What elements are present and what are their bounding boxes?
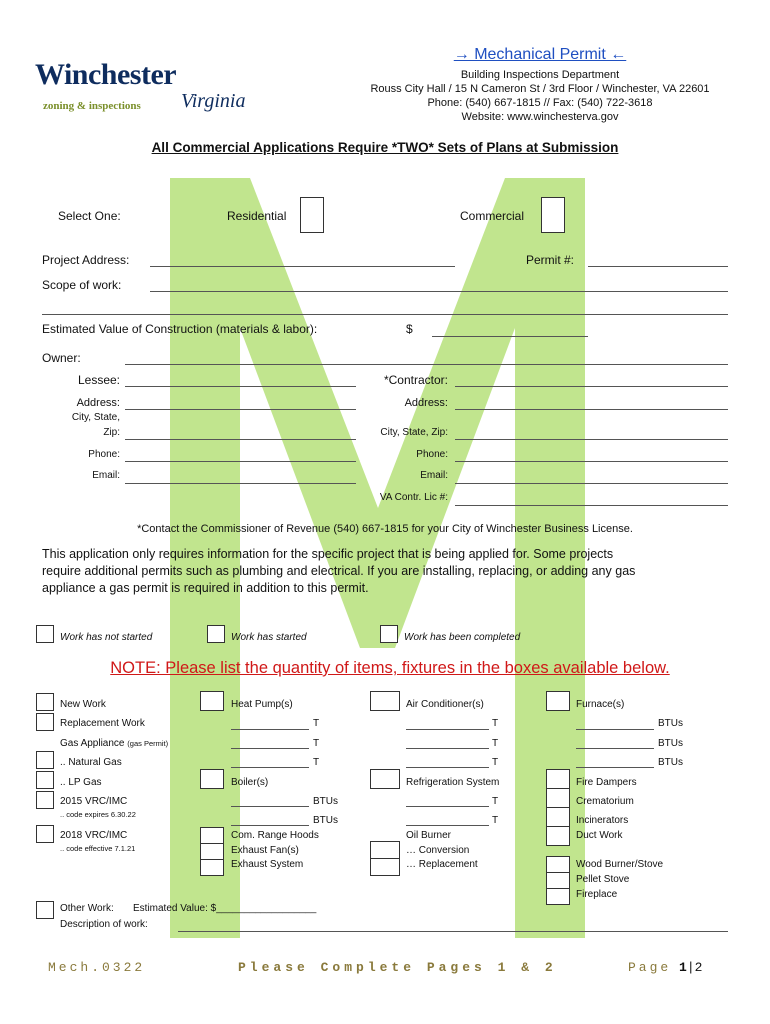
logo [35,58,250,120]
conversion-label: … Conversion [406,845,470,856]
city-left-label-2: Zip: [103,427,120,438]
refrigeration-t-1: T [492,796,499,807]
furnace-btus-1: BTUs [658,718,683,729]
page-prefix: Page [628,960,672,975]
exhaust-fans-box[interactable] [200,843,224,860]
refrigeration-t-field-1[interactable] [406,806,489,807]
wood-burner-box[interactable] [546,856,570,873]
fire-dampers-label: Fire Dampers [576,777,637,788]
gas-permit-text: (gas Permit) [127,739,169,748]
permit-no-field[interactable] [588,266,728,267]
paragraph-line-3: appliance a gas permit is required in addition to this permit. [42,581,369,595]
project-address-label: Project Address: [42,253,130,267]
logo-state-text: Virginia [181,90,246,112]
scope-field-line-2[interactable] [42,314,728,315]
note-text: NOTE: Please list the quantity of items, fixtures in the boxes available below. [110,659,670,677]
vrc2018-box[interactable] [36,825,54,843]
va-lic-field[interactable] [455,505,728,506]
page-sep: | [686,960,695,975]
ac-t-field-3[interactable] [406,767,489,768]
owner-label: Owner: [42,351,81,365]
new-work-box[interactable] [36,693,54,711]
heat-pump-t-field-2[interactable] [231,748,309,749]
boiler-btu-field-1[interactable] [231,806,309,807]
heat-pump-label: Heat Pump(s) [231,699,293,710]
ac-label: Air Conditioner(s) [406,699,484,710]
furnace-btu-field-3[interactable] [576,767,654,768]
lp-gas-label: .. LP Gas [60,777,102,788]
address-left-label: Address: [76,397,120,409]
email-right-field[interactable] [455,483,728,484]
conversion-box[interactable] [370,841,400,859]
select-label: Select One: [58,209,121,223]
heat-pump-box[interactable] [200,691,224,711]
oil-burner-label: Oil Burner [406,830,452,841]
natural-gas-label: .. Natural Gas [60,757,122,768]
ac-t-3: T [492,757,499,768]
other-work-box[interactable] [36,901,54,919]
crematorium-label: Crematorium [576,796,634,807]
info-paragraph [42,546,635,597]
address-left-field[interactable] [125,409,356,410]
boiler-btus-1: BTUs [313,796,338,807]
address-right-field[interactable] [455,409,728,410]
header-dept: Building Inspections Department [460,69,620,81]
fire-dampers-box[interactable] [546,769,570,789]
header-address: Rouss City Hall / 15 N Cameron St / 3rd Floor / Winchester, VA 22601 [370,83,710,95]
exhaust-system-label: Exhaust System [231,859,304,870]
crematorium-box[interactable] [546,788,570,808]
refrigeration-box[interactable] [370,769,400,789]
other-est-value: Estimated Value: $__________________ [133,903,317,914]
refrigeration-label: Refrigeration System [406,777,500,788]
gas-appliance-text: Gas Appliance [60,738,125,749]
ac-box[interactable] [370,691,400,711]
wood-burner-label: Wood Burner/Stove [576,859,664,870]
started-checkbox[interactable] [207,625,225,643]
email-left-label: Email: [92,470,120,481]
residential-checkbox[interactable] [300,197,324,233]
headline: All Commercial Applications Require *TWO* Sets of Plans at Submission [151,140,619,155]
description-field[interactable] [178,931,728,932]
ac-t-1: T [492,718,499,729]
footer-center: Please Complete Pages 1 & 2 [238,960,557,975]
phone-left-label: Phone: [88,449,120,460]
not-started-label: Work has not started [60,632,153,643]
exhaust-fans-label: Exhaust Fan(s) [231,845,299,856]
est-value-field[interactable] [432,336,588,337]
refrigeration-t-2: T [492,815,499,826]
description-label: Description of work: [60,919,148,930]
header-phone: Phone: (540) 667-1815 // Fax: (540) 722-3618 [427,97,653,109]
pellet-stove-box[interactable] [546,872,570,889]
furnace-btus-2: BTUs [658,738,683,749]
oil-replacement-box[interactable] [370,858,400,876]
ac-t-field-1[interactable] [406,729,489,730]
gas-appliance-label [60,738,168,749]
lp-gas-box[interactable] [36,771,54,789]
footer-page [628,960,702,975]
oil-replacement-label: … Replacement [406,859,478,870]
heat-pump-t-field-1[interactable] [231,729,309,730]
pellet-stove-label: Pellet Stove [576,874,630,885]
logo-main-text: Winchester [35,58,177,91]
vrc2015-note: .. code expires 6.30.22 [60,810,136,819]
vrc2018-note: .. code effective 7.1.21 [60,844,136,853]
boiler-label: Boiler(s) [231,777,269,788]
city-right-label: City, State, Zip: [380,427,448,438]
boiler-btu-field-2[interactable] [231,825,309,826]
email-right-label: Email: [420,470,448,481]
header-website: Website: www.winchesterva.gov [461,111,619,123]
replacement-label: Replacement Work [60,718,145,729]
paragraph-line-1: This application only requires information for the specific project that is being applied for. Some projects [42,547,614,561]
owner-field[interactable] [125,364,728,365]
boiler-btus-2: BTUs [313,815,338,826]
email-left-field[interactable] [125,483,356,484]
vrc2015-label: 2015 VRC/IMC [60,796,128,807]
incinerators-label: Incinerators [576,815,629,826]
commercial-checkbox[interactable] [541,197,565,233]
heat-pump-t-2: T [313,738,320,749]
scope-field-line-1[interactable] [150,291,728,292]
boiler-box[interactable] [200,769,224,789]
furnace-box[interactable] [546,691,570,711]
contractor-label: *Contractor: [383,373,448,387]
contact-note: *Contact the Commissioner of Revenue (540) 667-1815 for your City of Winchester Business License. [137,523,633,535]
contractor-field[interactable] [455,386,728,387]
project-address-field[interactable] [150,266,455,267]
page-number: 1 [679,960,687,975]
permit-no-label: Permit #: [526,253,575,267]
heat-pump-t-1: T [313,718,320,729]
furnace-btu-field-1[interactable] [576,729,654,730]
address-right-label: Address: [404,397,448,409]
footer-code: Mech.0322 [48,960,146,975]
incinerators-box[interactable] [546,807,570,827]
fireplace-box[interactable] [546,888,570,905]
heat-pump-t-3: T [313,757,320,768]
page-total: 2 [694,960,703,975]
furnace-btu-field-2[interactable] [576,748,654,749]
exhaust-system-box[interactable] [200,859,224,876]
dollar-sign: $ [406,322,413,336]
natural-gas-box[interactable] [36,751,54,769]
page-title: → Mechanical Permit ← [453,46,627,63]
other-work-label: Other Work: [60,903,114,914]
phone-right-field[interactable] [455,461,728,462]
city-right-field[interactable] [455,439,728,440]
refrigeration-t-field-2[interactable] [406,825,489,826]
not-started-checkbox[interactable] [36,625,54,643]
duct-work-box[interactable] [546,826,570,846]
lessee-label: Lessee: [77,373,120,387]
logo-sub-text: zoning & inspections [43,100,141,112]
completed-checkbox[interactable] [380,625,398,643]
furnace-btus-3: BTUs [658,757,683,768]
range-hoods-label: Com. Range Hoods [231,830,319,841]
commercial-label: Commercial [460,209,525,223]
paragraph-line-2: require additional permits such as plumbing and electrical. If you are installing, replacing, or adding any gas [42,564,636,578]
vrc2015-box[interactable] [36,791,54,809]
residential-label: Residential [227,209,287,223]
city-left-field[interactable] [125,439,356,440]
heat-pump-t-field-3[interactable] [231,767,309,768]
phone-right-label: Phone: [416,449,448,460]
est-value-label: Estimated Value of Construction (materials & labor): [42,322,318,336]
va-lic-label: VA Contr. Lic #: [379,492,448,503]
completed-label: Work has been completed [404,632,521,643]
range-hoods-box[interactable] [200,827,224,844]
fireplace-label: Fireplace [576,889,618,900]
phone-left-field[interactable] [125,461,356,462]
ac-t-2: T [492,738,499,749]
city-left-label-1: City, State, [71,412,120,423]
duct-work-label: Duct Work [576,830,623,841]
scope-label: Scope of work: [42,278,122,292]
new-work-label: New Work [60,699,106,710]
ac-t-field-2[interactable] [406,748,489,749]
lessee-field[interactable] [125,386,356,387]
started-label: Work has started [231,632,307,643]
replacement-box[interactable] [36,713,54,731]
vrc2018-label: 2018 VRC/IMC [60,830,128,841]
furnace-label: Furnace(s) [576,699,625,710]
